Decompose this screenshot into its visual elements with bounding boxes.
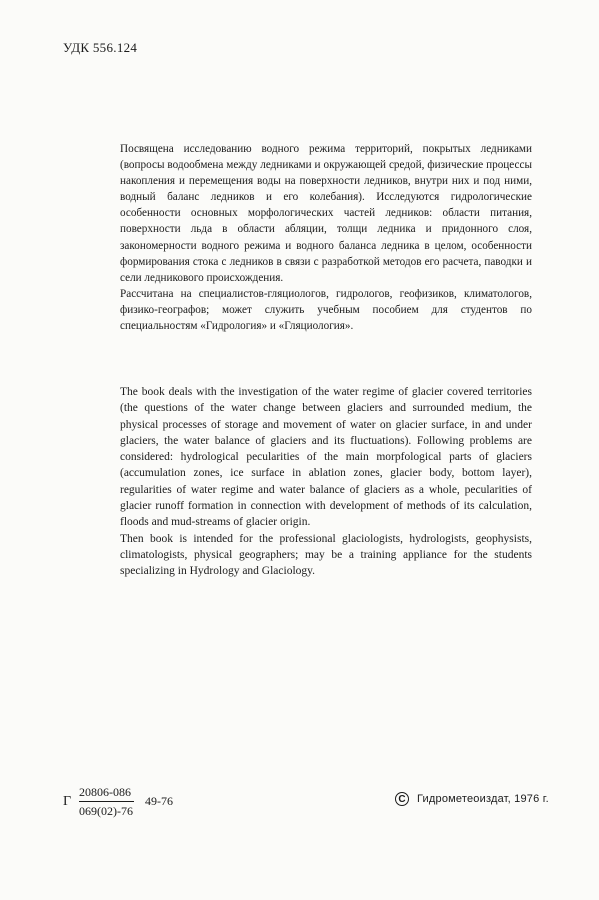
abstract-ru-paragraph-1: Посвящена исследованию водного режима территорий, покрытых ледниками (вопросы водообмена между ледниками и окружающей средой, физические процессы накопления и перемещения воды на поверхности ледников, внутри них и под ними, водный баланс ледников и его колебания). Исследуются гидрологические особенности основных морфологических частей ледников: области питания, поверхности льда в области абляции, толщи ледника и придонного слоя, закономерности водного режима и водного баланса ледника в целом, особенности формирования стока с ледников в связи с разработкой методов его расчета, паводки и сели ледникового происхождения. [120, 143, 532, 284]
copyright-line [395, 792, 549, 806]
abstract-english [120, 384, 532, 580]
catalog-code-fraction [79, 785, 134, 819]
abstract-en-paragraph-1: The book deals with the investigation of the water regime of glacier covered territories (the questions of the water change between glaciers and surrounded medium, the physical processes of storage and movement of water on glacier surface, in and under glaciers, the water balance of glaciers and its fluctuations). Following problems are considered: hydrological pecularities of the main morpfological parts of glaciers (accumulation zones, ice surface in ablation zones, glacier body, bottom layer), regularities of water regime and water balance of glaciers as a whole, pecularities of glacier runoff formation in connection with development of methods of its calculation, floods and mud-streams of glacier origin. [120, 386, 532, 529]
udc-code: УДК 556.124 [63, 40, 138, 55]
abstract-russian [120, 141, 532, 334]
copyright-icon: C [395, 792, 409, 806]
catalog-code-numerator: 20806-086 [79, 785, 134, 802]
catalog-code-letter: Г [63, 794, 72, 809]
catalog-code-suffix: 49-76 [145, 794, 173, 808]
publisher-text: Гидрометеоиздат, 1976 г. [417, 793, 549, 805]
abstract-en-paragraph-2: Then book is intended for the professional glaciologists, hydrologists, geophysists, climatologists, physical geographers; may be a training appliance for the students specializing in Hydrology and Glaciology. [120, 532, 532, 578]
abstract-ru-paragraph-2: Рассчитана на специалистов-гляциологов, гидрологов, геофизиков, климатологов, физико-географов; может служить учебным пособием для студентов по специальностям «Гидрология» и «Гляциология». [120, 287, 532, 333]
catalog-code-denominator: 069(02)-76 [79, 804, 133, 818]
